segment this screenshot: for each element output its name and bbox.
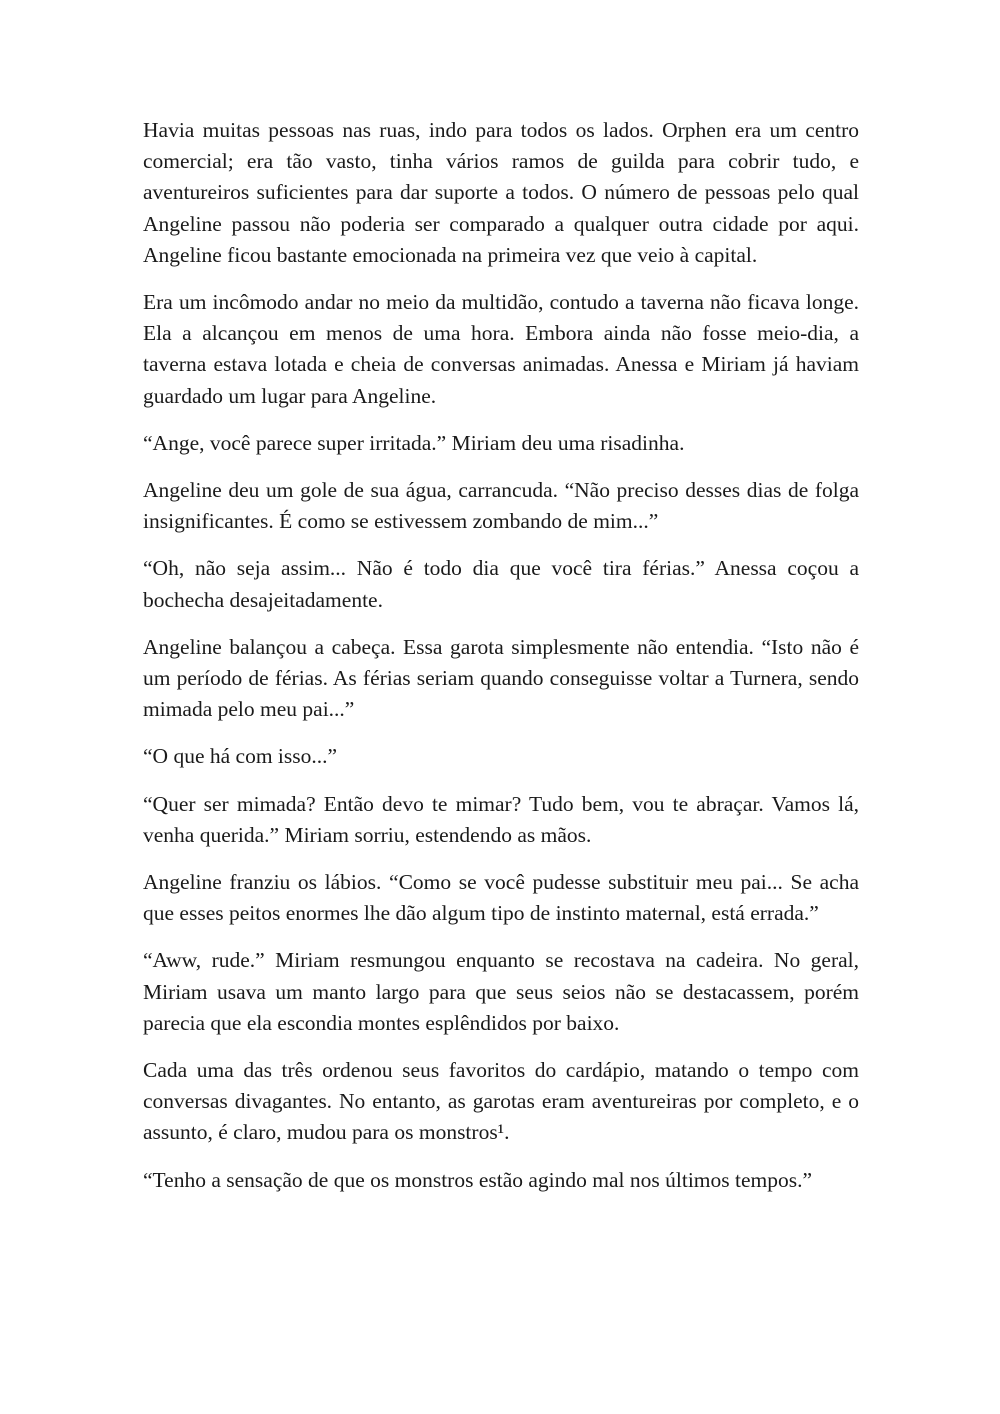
paragraph-4: Angeline deu um gole de sua água, carrancuda. “Não preciso desses dias de folga insignificantes. É como se estivessem zombando de mim...” [143, 478, 859, 534]
paragraph-5: “Oh, não seja assim... Não é todo dia que você tira férias.” Anessa coçou a bochecha desajeitadamente. [143, 556, 859, 612]
paragraph-7: “O que há com isso...” [143, 744, 338, 769]
paragraph-3: “Ange, você parece super irritada.” Miriam deu uma risadinha. [143, 430, 685, 455]
paragraph-1: Havia muitas pessoas nas ruas, indo para todos os lados. Orphen era um centro comercial; era tão vasto, tinha vários ramos de guilda para cobrir tudo, e aventureiros suficientes para dar suporte a todos. O número de pessoas pelo qual Angeline passou não poderia ser comparado a qualquer outra cidade por aqui. Angeline ficou bastante emocionada na primeira vez que veio à capital. [143, 118, 859, 267]
paragraph-2: Era um incômodo andar no meio da multidão, contudo a taverna não ficava longe. Ela a alcançou em menos de uma hora. Embora ainda não fosse meio-dia, a taverna estava lotada e cheia de conversas animadas. Anessa e Miriam já haviam guardado um lugar para Angeline. [143, 290, 859, 408]
paragraph-6: Angeline balançou a cabeça. Essa garota simplesmente não entendia. “Isto não é um período de férias. As férias seriam quando conseguisse voltar a Turnera, sendo mimada pelo meu pai...” [143, 634, 859, 722]
paragraph-10: “Aww, rude.” Miriam resmungou enquanto se recostava na cadeira. No geral, Miriam usava um manto largo para que seus seios não se destacassem, porém parecia que ela escondia montes esplêndidos por baixo. [143, 948, 859, 1035]
paragraph-11: Cada uma das três ordenou seus favoritos do cardápio, matando o tempo com conversas divagantes. No entanto, as garotas eram aventureiras por completo, e o assunto, é claro, mudou para os monstros¹. [143, 1058, 859, 1145]
paragraph-9: Angeline franziu os lábios. “Como se você pudesse substituir meu pai... Se acha que esses peitos enormes lhe dão algum tipo de instinto maternal, está errada.” [143, 870, 859, 926]
paragraph-8: “Quer ser mimada? Então devo te mimar? Tudo bem, vou te abraçar. Vamos lá, venha querida.” Miriam sorriu, estendendo as mãos. [143, 791, 859, 847]
text-body [143, 115, 859, 1212]
paragraph-12: “Tenho a sensação de que os monstros estão agindo mal nos últimos tempos.” [143, 1167, 813, 1192]
